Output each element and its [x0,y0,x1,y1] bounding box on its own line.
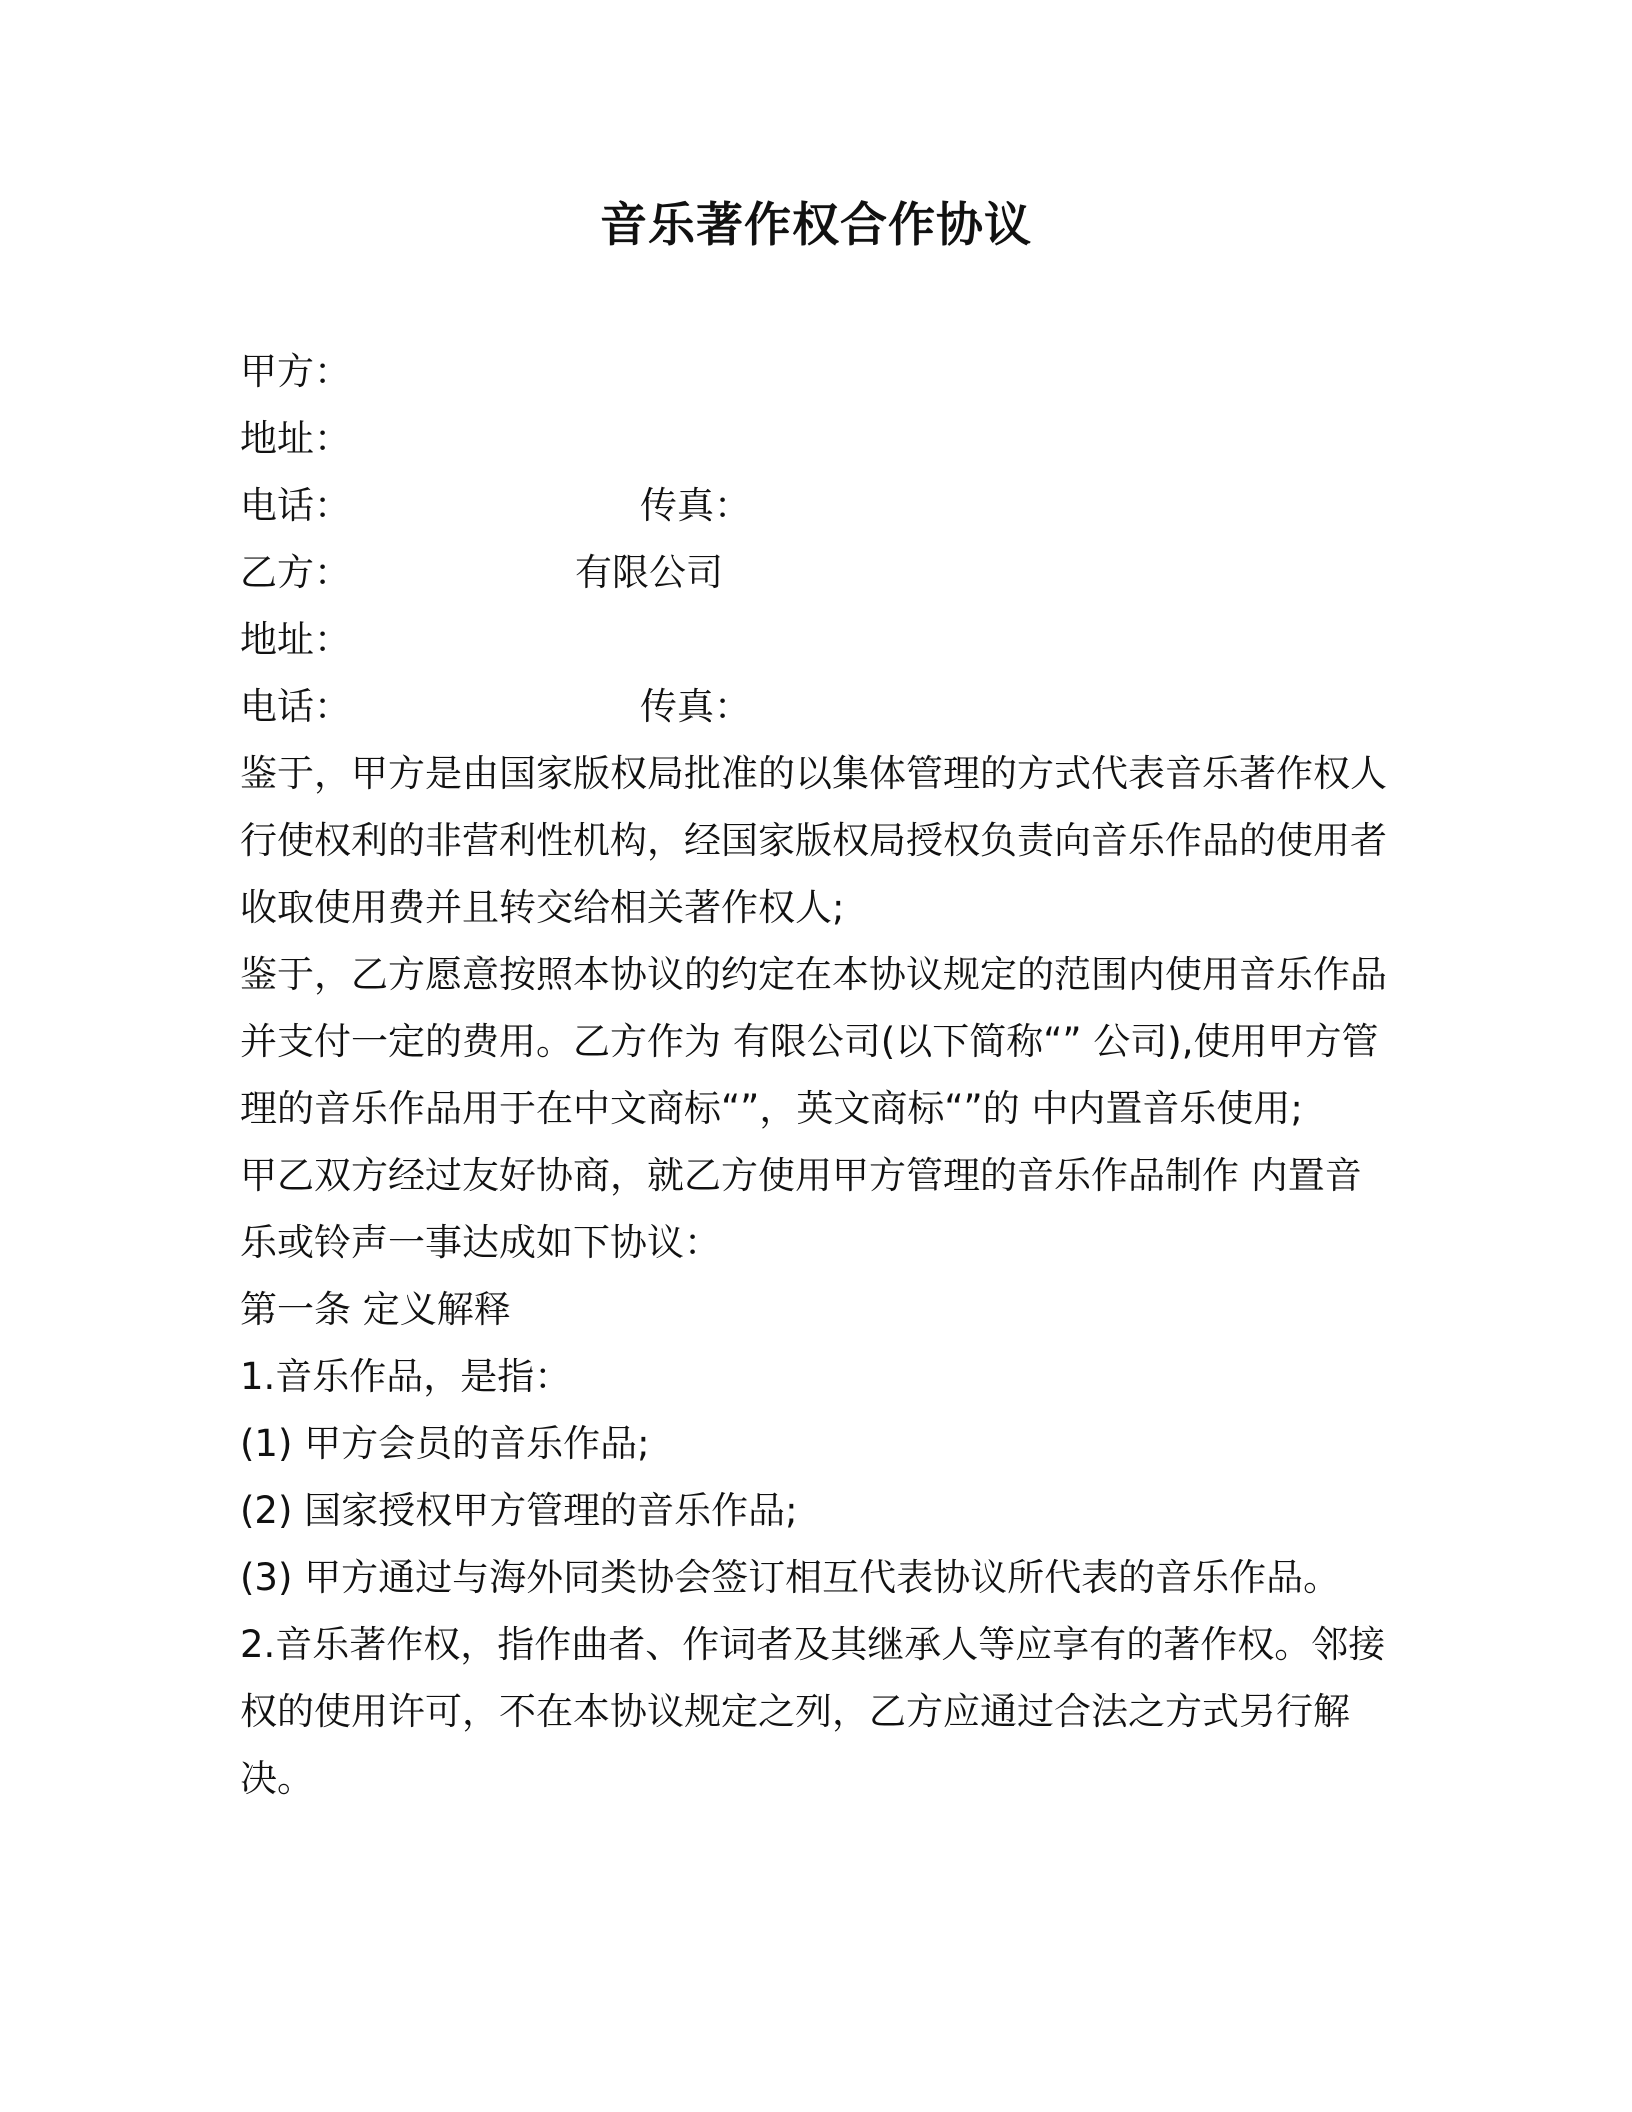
definition-sub-item: (3) 甲方通过与海外同类协会签订相互代表协议所代表的音乐作品。 [240,1556,1341,1599]
party-b-address-label: 地址： [240,618,351,661]
party-a-address-label: 地址： [240,417,351,460]
party-b-phone-label: 电话： [240,685,351,728]
party-b-row [240,539,1390,606]
definition-sub-item: (1) 甲方会员的音乐作品; [240,1422,650,1465]
party-a-fax-label: 传真： [640,484,751,527]
party-b-phone-row [240,673,1390,740]
recital-paragraph: 甲乙双方经过友好协商，就乙方使用甲方管理的音乐作品制作 内置音乐或铃声一事达成如下协议： [240,1154,1362,1264]
party-b-company-suffix: 有限公司 [575,551,723,594]
party-b-fax-label: 传真： [640,685,751,728]
definition-sub-item: (2) 国家授权甲方管理的音乐作品; [240,1489,798,1532]
party-a-address-row [240,405,1390,472]
party-a-phone-row [240,472,1390,539]
document-title: 音乐著作权合作协议 [600,198,1032,253]
recital-paragraph: 鉴于，甲方是由国家版权局批准的以集体管理的方式代表音乐著作权人行使权利的非营利性机构，经国家版权局授权负责向音乐作品的使用者收取使用费并且转交给相关著作权人; [240,752,1387,929]
party-a-row [240,338,1390,405]
party-a-phone-label: 电话： [240,484,351,527]
party-b-label: 乙方： [240,551,351,594]
document-body [240,338,1390,1812]
party-b-address-row [240,606,1390,673]
party-a-label: 甲方： [240,350,351,393]
definition-item: 2.音乐著作权，指作曲者、作词者及其继承人等应享有的著作权。邻接权的使用许可，不在本协议规定之列，乙方应通过合法之方式另行解决。 [240,1623,1386,1800]
definition-item: 1.音乐作品，是指： [240,1355,572,1398]
recital-paragraph: 鉴于，乙方愿意按照本协议的约定在本协议规定的范围内使用音乐作品并支付一定的费用。乙方作为 有限公司(以下简称“” 公司),使用甲方管理的音乐作品用于在中文商标“”，英文商标“”的 中内置音乐使用; [240,953,1387,1130]
article-heading: 第一条 定义解释 [240,1288,511,1331]
